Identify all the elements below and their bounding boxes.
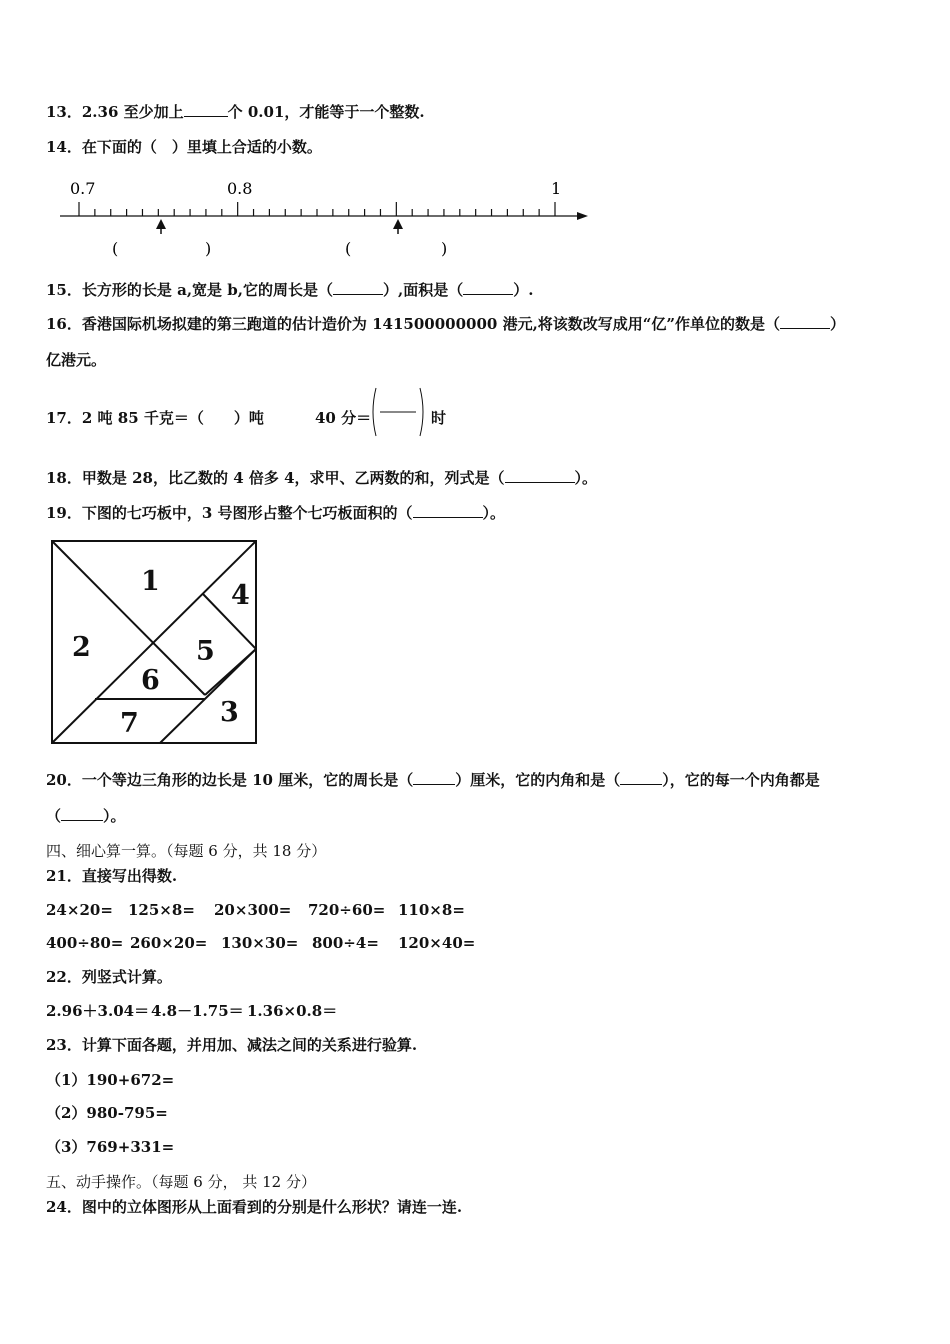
- tangram-piece-label: 1: [141, 566, 160, 597]
- calc-item: 4.8－1.75＝: [151, 1002, 244, 1020]
- calc-item: 24×20=: [46, 901, 113, 919]
- tangram-line: [52, 541, 205, 695]
- calc-item: （2）980-795=: [46, 1104, 168, 1122]
- tangram-piece-label: 6: [141, 665, 160, 696]
- calc-row: [46, 900, 465, 920]
- question-text: ）厘米，它的内角和是（: [455, 771, 621, 789]
- arrow-marker: [156, 219, 166, 234]
- answer-paren-close[interactable]: ): [205, 239, 212, 258]
- answer-blank[interactable]: [413, 503, 483, 518]
- number-line: [55, 172, 600, 267]
- calc-item: 400÷80=: [46, 934, 124, 952]
- question-23: 23．计算下面各题，并用加、减法之间的关系进行验算.: [46, 1036, 418, 1054]
- answer-blank[interactable]: [505, 468, 575, 483]
- question-text: 17．2 吨 85 千克＝（ ）吨: [46, 409, 264, 427]
- arrow-marker: [393, 219, 403, 234]
- question-text: ）。: [482, 504, 506, 522]
- section-4-heading: 四、细心算一算。（每题 6 分，共 18 分）: [46, 842, 327, 860]
- question-15: [46, 280, 533, 300]
- calc-item: 1.36×0.8＝: [247, 1002, 338, 1020]
- question-text: 个 0.01，才能等于一个整数.: [227, 103, 425, 121]
- question-17-unit: 时: [431, 409, 447, 427]
- question-text: 18．甲数是 28，比乙数的 4 倍多 4，求甲、乙两数的和，列式是（: [46, 469, 505, 487]
- calc-row: [46, 933, 475, 953]
- calc-item: 130×30=: [221, 934, 299, 952]
- calc-item: （3）769+331=: [46, 1138, 175, 1156]
- calc-item: 120×40=: [398, 934, 476, 952]
- question-18: [46, 468, 597, 488]
- number-line-label: 1: [551, 179, 562, 198]
- answer-blank[interactable]: [620, 770, 662, 785]
- question-21: 21．直接写出得数.: [46, 867, 178, 885]
- question-17-part-b: [315, 408, 371, 428]
- question-text: 16．香港国际机场拟建的第三跑道的估计造价为 141500000000 港元,将该数改写成用“亿”作单位的数是（: [46, 315, 781, 333]
- question-text: ）,面积是（: [382, 281, 464, 299]
- answer-blank[interactable]: [184, 102, 228, 117]
- number-line-ticks: [79, 202, 555, 216]
- vertical-calc-row: [46, 1001, 337, 1021]
- question-20: [46, 770, 820, 790]
- calc-item: （1）190+672=: [46, 1071, 175, 1089]
- tangram-piece-label: 4: [231, 580, 250, 611]
- tangram-piece-label: 2: [72, 632, 91, 663]
- question-text: ），它的每一个内角都是: [662, 771, 820, 789]
- answer-blank[interactable]: [333, 280, 383, 295]
- answer-blank[interactable]: [61, 806, 103, 821]
- fraction-blank[interactable]: [368, 386, 428, 438]
- question-number: 13．: [46, 103, 82, 121]
- tangram-piece-label: 3: [220, 697, 239, 728]
- question-24: 24．图中的立体图形从上面看到的分别是什么形状？请连一连.: [46, 1198, 463, 1216]
- question-text: ）。: [103, 807, 126, 825]
- calc-item: 2.96＋3.04＝: [46, 1002, 150, 1020]
- tangram-figure: [48, 537, 260, 747]
- number-line-label: 0.7: [70, 179, 96, 198]
- question-text: （: [46, 807, 62, 825]
- answer-paren-open[interactable]: (: [112, 239, 119, 258]
- number-line-arrowhead: [577, 212, 588, 220]
- calc-item: 800÷4=: [312, 934, 379, 952]
- question-16: [46, 314, 845, 334]
- calc-item: 110×8=: [398, 901, 465, 919]
- number-line-label: 0.8: [227, 179, 253, 198]
- calc-item: 720÷60=: [308, 901, 386, 919]
- answer-paren-close[interactable]: ): [441, 239, 448, 258]
- question-22: 22．列竖式计算。: [46, 968, 172, 986]
- question-16-continued: 亿港元。: [46, 351, 107, 369]
- question-text: ）。: [574, 469, 598, 487]
- question-text: ）: [830, 315, 846, 333]
- question-14: 14．在下面的（ ）里填上合适的小数。: [46, 138, 322, 156]
- answer-blank[interactable]: [780, 314, 830, 329]
- question-20-continued: [46, 806, 126, 826]
- answer-paren-open[interactable]: (: [345, 239, 352, 258]
- question-text: 2.36 至少加上: [81, 103, 184, 121]
- question-text: ）.: [513, 281, 534, 299]
- question-text: 40 分＝: [315, 409, 372, 427]
- calc-item: 20×300=: [214, 901, 292, 919]
- question-17: [46, 408, 264, 428]
- question-text: 20．一个等边三角形的边长是 10 厘米，它的周长是（: [46, 771, 414, 789]
- question-text: 15．长方形的长是 a,宽是 b,它的周长是（: [46, 281, 333, 299]
- answer-blank[interactable]: [463, 280, 513, 295]
- answer-blank[interactable]: [413, 770, 455, 785]
- tangram-piece-label: 7: [120, 708, 139, 739]
- question-text: 19．下图的七巧板中，3 号图形占整个七巧板面积的（: [46, 504, 413, 522]
- calc-item: 125×8=: [128, 901, 195, 919]
- question-13: [46, 102, 425, 122]
- section-5-heading: 五、动手操作。（每题 6 分， 共 12 分）: [46, 1173, 316, 1191]
- question-19: [46, 503, 505, 523]
- tangram-piece-label: 5: [196, 636, 215, 667]
- calc-item: 260×20=: [130, 934, 208, 952]
